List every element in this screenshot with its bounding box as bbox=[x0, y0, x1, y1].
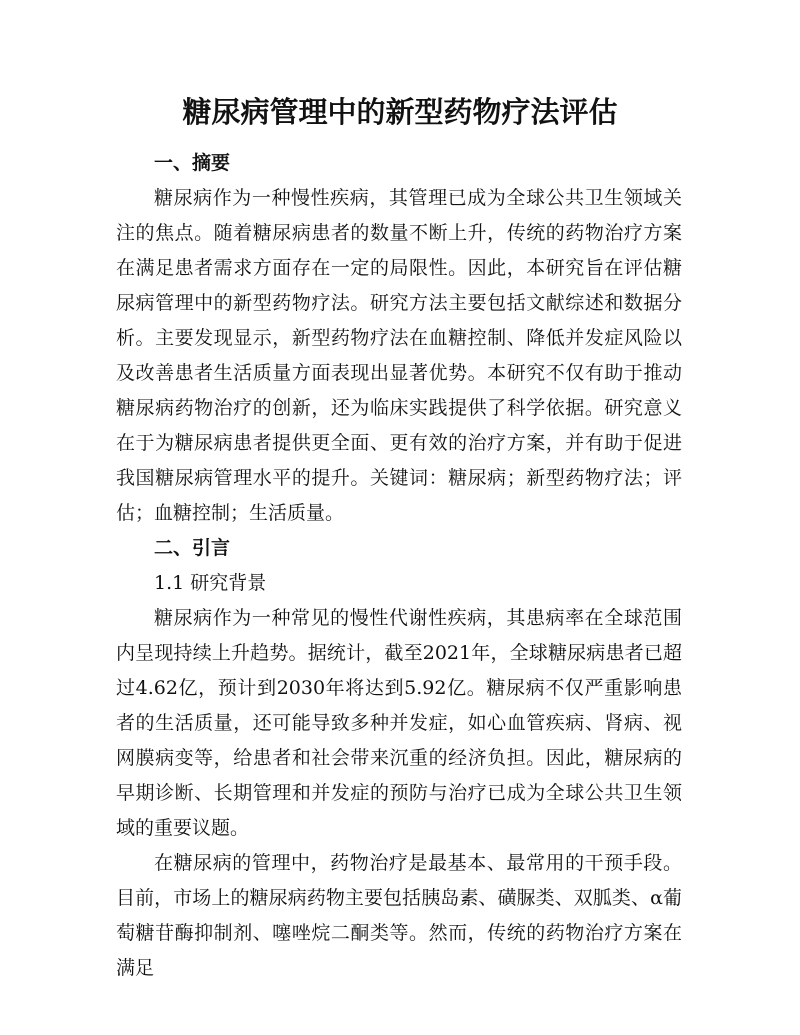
background-paragraph-1: 糖尿病作为一种常见的慢性代谢性疾病，其患病率在全球范围内呈现持续上升趋势。据统计，截至2021年，全球糖尿病患者已超过4.62亿，预计到2030年将达到5.92亿。糖尿病不仅严重影响患者的生活质量，还可能导致多种并发症，如心血管疾病、肾病、视网膜病变等，给患者和社会带来沉重的经济负担。因此，糖尿病的早期诊断、长期管理和并发症的预防与治疗已成为全球公共卫生领域的重要议题。 bbox=[116, 607, 682, 839]
background-paragraph-2: 在糖尿病的管理中，药物治疗是最基本、最常用的干预手段。目前，市场上的糖尿病药物主要包括胰岛素、磺脲类、双胍类、α葡萄糖苷酶抑制剂、噻唑烷二酮类等。然而，传统的药物治疗方案在满足 bbox=[116, 852, 682, 979]
abstract-paragraph: 糖尿病作为一种慢性疾病，其管理已成为全球公共卫生领域关注的焦点。随着糖尿病患者的数量不断上升，传统的药物治疗方案在满足患者需求方面存在一定的局限性。因此，本研究旨在评估糖尿病管理中的新型药物疗法。研究方法主要包括文献综述和数据分析。主要发现显示，新型药物疗法在血糖控制、降低并发症风险以及改善患者生活质量方面表现出显著优势。本研究不仅有助于推动糖尿病药物治疗的创新，还为临床实践提供了科学依据。研究意义在于为糖尿病患者提供更全面、更有效的治疗方案，并有助于促进我国糖尿病管理水平的提升。关键词：糖尿病；新型药物疗法；评估；血糖控制；生活质量。 bbox=[116, 187, 682, 524]
introduction-heading: 二、引言 bbox=[154, 537, 231, 559]
document-title: 糖尿病管理中的新型药物疗法评估 bbox=[182, 95, 618, 129]
background-heading: 1.1 研究背景 bbox=[154, 572, 267, 594]
document-body bbox=[116, 146, 682, 986]
abstract-heading: 一、摘要 bbox=[154, 152, 231, 174]
